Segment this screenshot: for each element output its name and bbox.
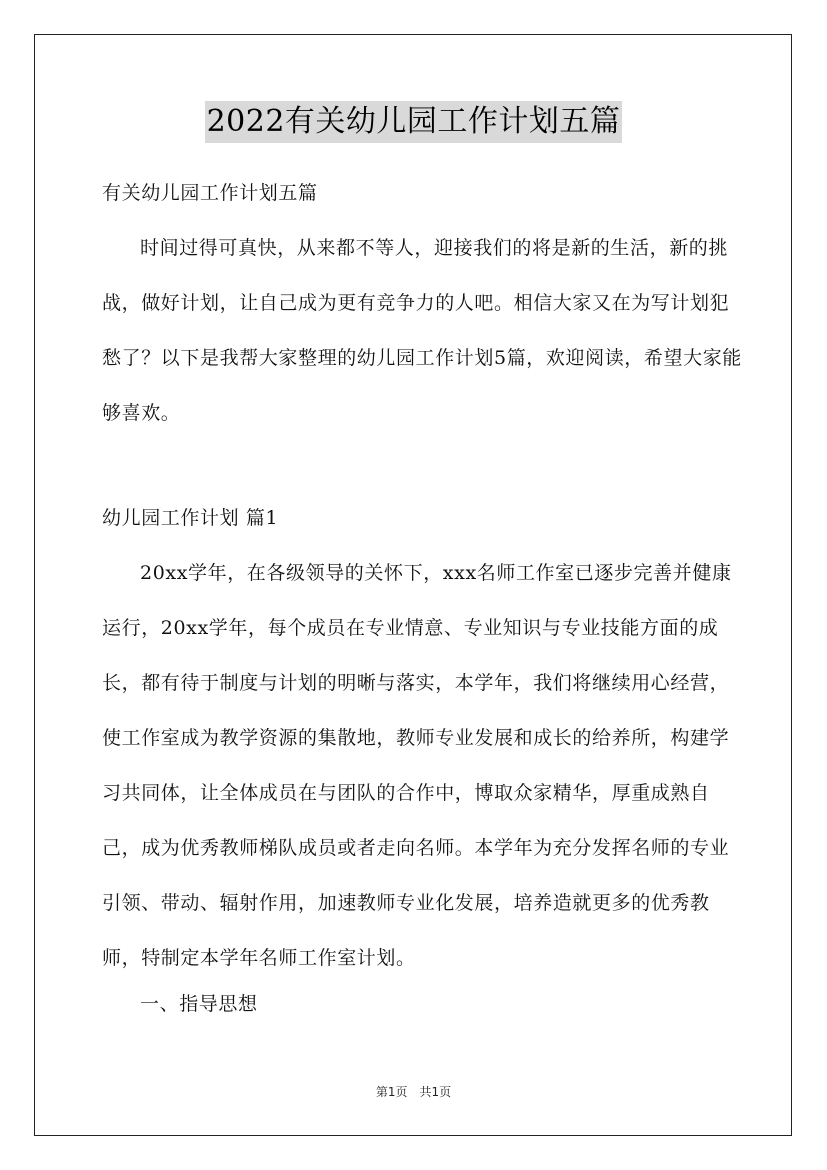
intro-paragraph: 时间过得可真快，从来都不等人，迎接我们的将是新的生活，新的挑战，做好计划，让自己成为更有竞争力的人吧。相信大家又在为写计划犯愁了？以下是我帮大家整理的幼儿园工作计划5篇，欢迎阅读，希望大家能够喜欢。 (102, 237, 742, 424)
document-title: 2022有关幼儿园工作计划五篇 (205, 101, 623, 143)
section-body-paragraph: 20xx学年，在各级领导的关怀下，xxx名师工作室已逐步完善并健康运行，20xx学年，每个成员在专业情意、专业知识与专业技能方面的成长，都有待于制度与计划的明晰与落实，本学年，我们将继续用心经营，使工作室成为教学资源的集散地，教师专业发展和成长的给养所，构建学习共同体，让全体成员在与团队的合作中，博取众家精华，厚重成熟自己，成为优秀教师梯队成员或者走向名师。本学年为充分发挥名师的专业引领、带动、辐射作用，加速教师专业化发展，培养造就更多的优秀教师，特制定本学年名师工作室计划。 (102, 562, 732, 969)
page-footer: 第1页 共1页 (375, 1085, 452, 1099)
section-heading: 幼儿园工作计划 篇1 (102, 507, 279, 529)
title-container (0, 101, 827, 143)
document-subtitle: 有关幼儿园工作计划五篇 (102, 182, 318, 204)
subheading-guiding-ideology: 一、指导思想 (140, 993, 258, 1015)
